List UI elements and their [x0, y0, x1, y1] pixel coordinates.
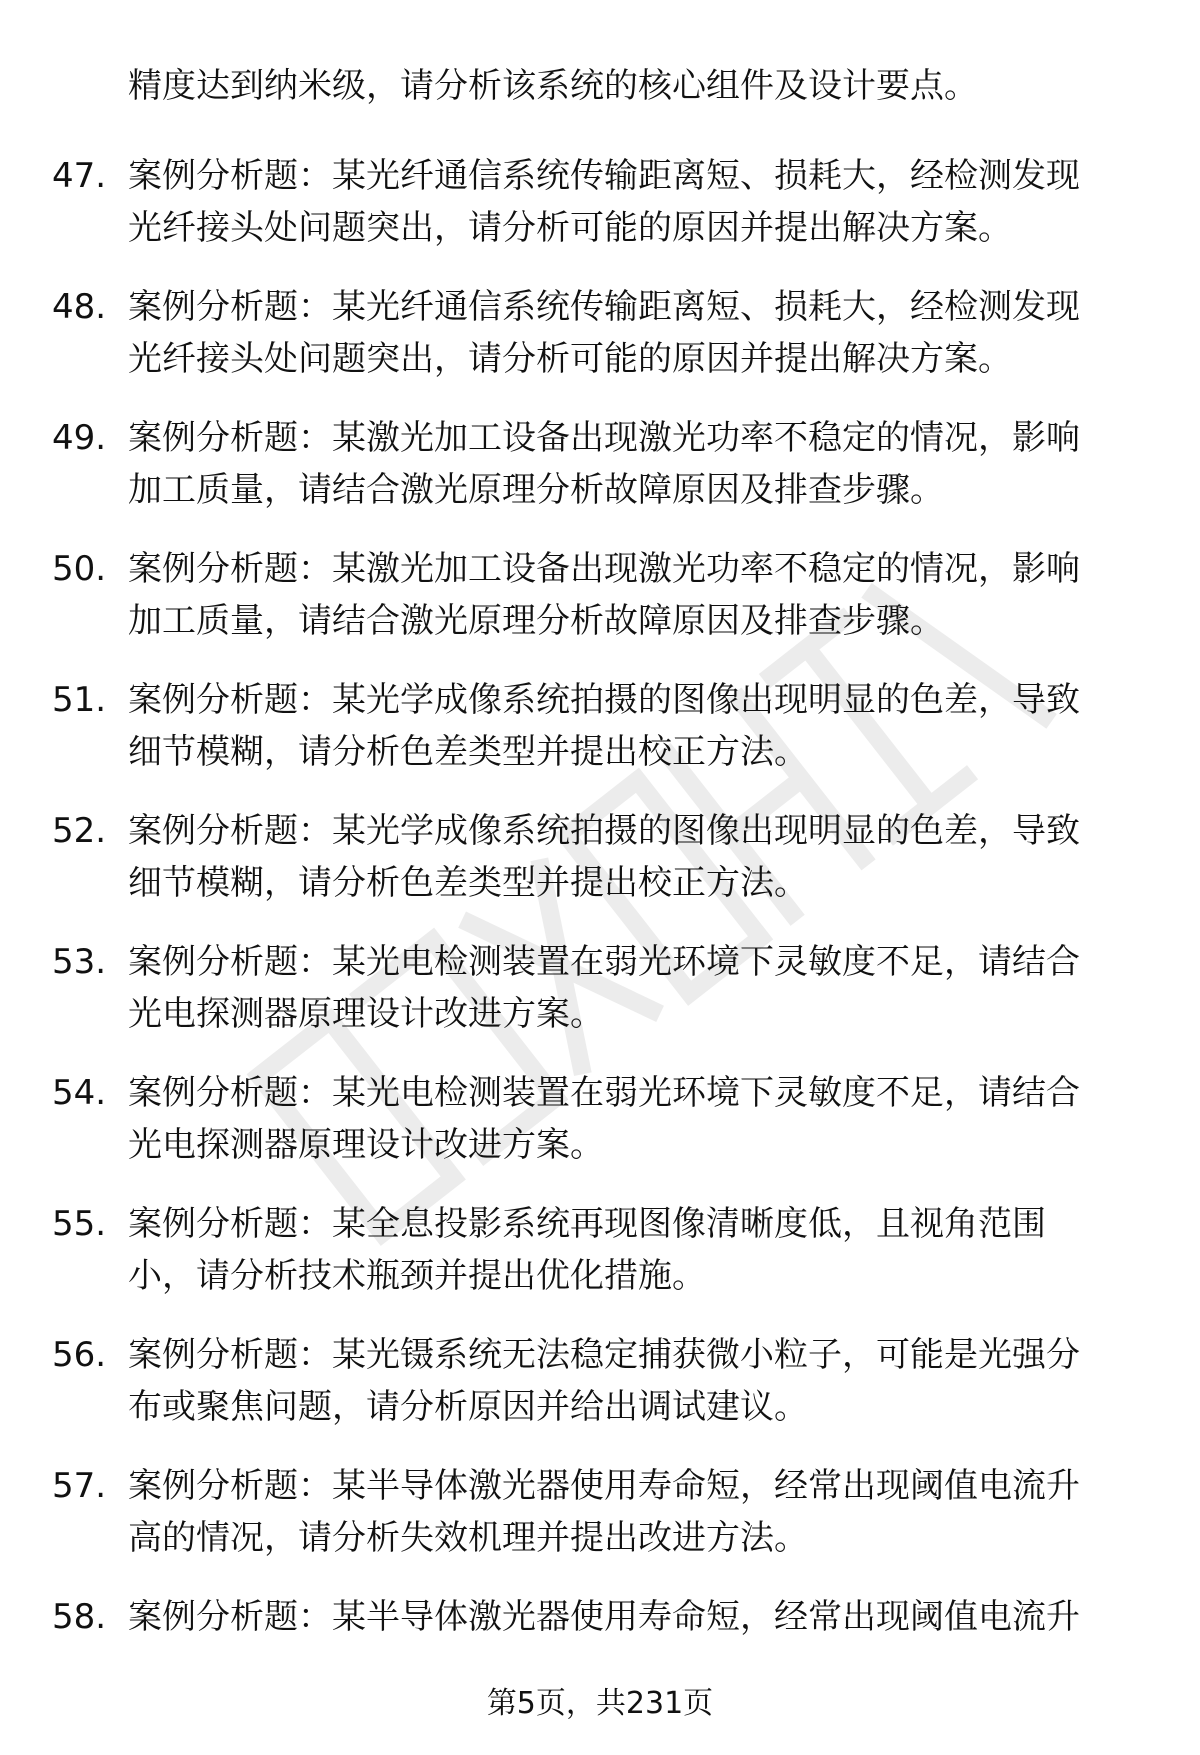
question-item — [0, 281, 1200, 412]
question-list — [0, 150, 1200, 1722]
question-text-line1: 案例分析题：某光纤通信系统传输距离短、损耗大，经检测发现 — [128, 287, 1080, 327]
question-item — [0, 1198, 1200, 1329]
question-item — [0, 1329, 1200, 1460]
question-text-line2: 高的情况，请分析失效机理并提出改进方法。 — [128, 1518, 808, 1558]
question-text-line1: 案例分析题：某光电检测装置在弱光环境下灵敏度不足，请结合 — [128, 1073, 1080, 1113]
question-text-line1: 案例分析题：某激光加工设备出现激光功率不稳定的情况，影响 — [128, 418, 1080, 458]
question-item — [0, 150, 1200, 281]
question-text-line2: 光纤接头处问题突出，请分析可能的原因并提出解决方案。 — [128, 339, 1012, 379]
question-number: 52. — [52, 811, 107, 851]
question-number: 50. — [52, 549, 107, 589]
question-text-line1: 案例分析题：某光学成像系统拍摄的图像出现明显的色差，导致 — [128, 680, 1080, 720]
question-text-line1: 案例分析题：某光镊系统无法稳定捕获微小粒子，可能是光强分 — [128, 1335, 1080, 1375]
question-number: 55. — [52, 1204, 107, 1244]
question-text-line2: 细节模糊，请分析色差类型并提出校正方法。 — [128, 732, 808, 772]
question-number: 47. — [52, 156, 107, 196]
question-item — [0, 412, 1200, 543]
question-item — [0, 674, 1200, 805]
question-item — [0, 1460, 1200, 1591]
question-text-line1: 案例分析题：某光纤通信系统传输距离短、损耗大，经检测发现 — [128, 156, 1080, 196]
question-number: 54. — [52, 1073, 107, 1113]
question-text-line1: 案例分析题：某光电检测装置在弱光环境下灵敏度不足，请结合 — [128, 942, 1080, 982]
question-text-line2: 光纤接头处问题突出，请分析可能的原因并提出解决方案。 — [128, 208, 1012, 248]
question-item — [0, 805, 1200, 936]
question-text-line2: 光电探测器原理设计改进方案。 — [128, 1125, 604, 1165]
question-text-line1: 案例分析题：某激光加工设备出现激光功率不稳定的情况，影响 — [128, 549, 1080, 589]
question-number: 49. — [52, 418, 107, 458]
question-number: 53. — [52, 942, 107, 982]
question-text-line1: 案例分析题：某半导体激光器使用寿命短，经常出现阈值电流升 — [128, 1597, 1080, 1637]
question-text-line2: 加工质量，请结合激光原理分析故障原因及排查步骤。 — [128, 470, 944, 510]
question-text-line1: 案例分析题：某半导体激光器使用寿命短，经常出现阈值电流升 — [128, 1466, 1080, 1506]
page-footer: 第5页，共231页 — [486, 1686, 714, 1721]
question-number: 51. — [52, 680, 107, 720]
question-text-line2: 布或聚焦问题，请分析原因并给出调试建议。 — [128, 1387, 808, 1427]
question-text-line2: 细节模糊，请分析色差类型并提出校正方法。 — [128, 863, 808, 903]
continuation-text: 精度达到纳米级，请分析该系统的核心组件及设计要点。 — [128, 66, 978, 106]
question-text-line2: 光电探测器原理设计改进方案。 — [128, 994, 604, 1034]
question-item — [0, 543, 1200, 674]
question-text-line1: 案例分析题：某光学成像系统拍摄的图像出现明显的色差，导致 — [128, 811, 1080, 851]
question-number: 57. — [52, 1466, 107, 1506]
question-number: 56. — [52, 1335, 107, 1375]
question-item — [0, 936, 1200, 1067]
question-number: 48. — [52, 287, 107, 327]
question-text-line2: 小，请分析技术瓶颈并提出优化措施。 — [128, 1256, 706, 1296]
question-number: 58. — [52, 1597, 107, 1637]
question-text-line2: 加工质量，请结合激光原理分析故障原因及排查步骤。 — [128, 601, 944, 641]
question-item — [0, 1067, 1200, 1198]
question-text-line1: 案例分析题：某全息投影系统再现图像清晰度低，且视角范围 — [128, 1204, 1046, 1244]
